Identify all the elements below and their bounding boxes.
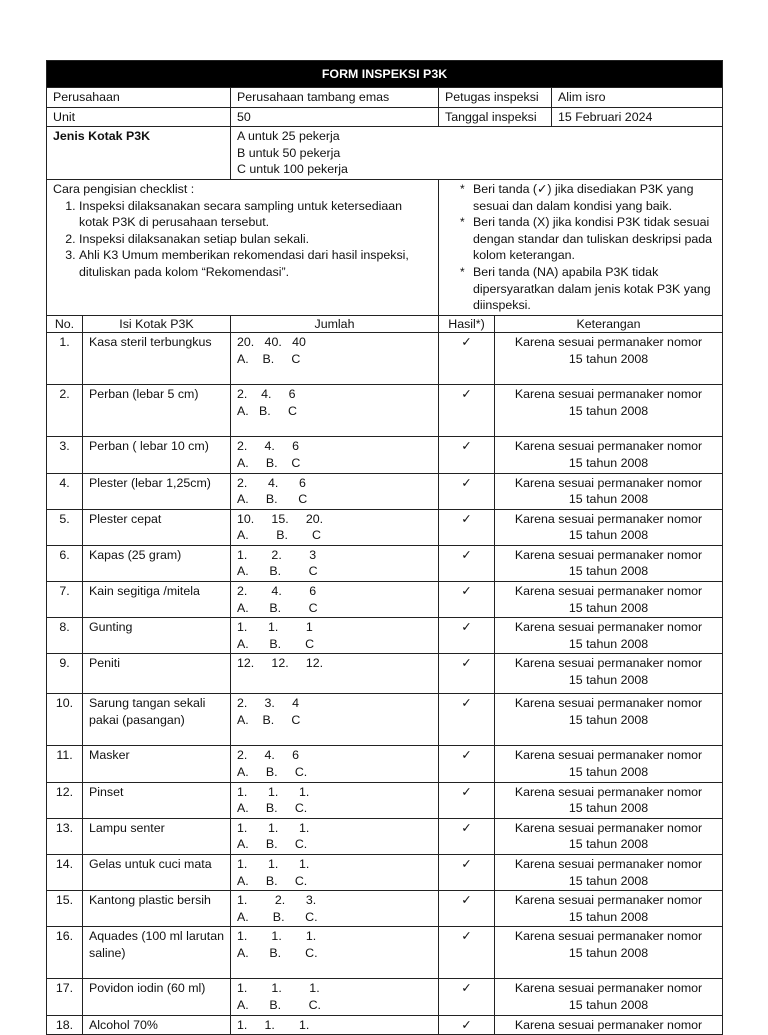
table-row [47,746,723,782]
petugas-value: Alim isro [558,90,606,104]
quantity-cell [231,385,439,437]
item-name: Peniti [83,654,231,694]
keterangan-cell [495,473,723,509]
quantity-cell [231,333,439,385]
result-checkmark: ✓ [439,818,495,854]
tanggal-value: 15 Februari 2024 [558,109,653,124]
keterangan-line2: 15 tahun 2008 [568,713,649,728]
jenis-c: C untuk 100 pekerja [237,162,348,177]
item-name: Plester (lebar 1,25cm) [83,473,231,509]
item-name: Lampu senter [83,818,231,854]
row-number: 12. [47,782,83,818]
keterangan-cell [495,1015,723,1035]
note-item: * Beri tanda (NA) apabila P3K tidak dipersyaratkan dalam jenis kotak P3K yang diinspeksi. [473,264,716,314]
instruction-step: 1. Inspeksi dilaksanakan secara sampling untuk ketersediaan kotak P3K di perusahaan tersebut. [79,198,432,231]
quantity-cell [231,782,439,818]
quantity-values: 2. 4. 6 [237,584,317,599]
notes-cell [439,179,723,315]
keterangan-line2: 15 tahun 2008 [568,455,649,470]
quantity-values: 1. 1. 1. [237,820,310,835]
perusahaan-value: Perusahaan tambang emas [231,88,439,108]
result-checkmark: ✓ [439,509,495,545]
result-checkmark: ✓ [439,855,495,891]
table-row [47,618,723,654]
tanggal-label: Tanggal inspeksi [439,108,552,127]
col-hasil: Hasil*) [439,315,495,333]
keterangan-cell [495,545,723,581]
keterangan-line1: Karena sesuai permanaker nomor [514,656,703,671]
result-checkmark: ✓ [439,927,495,979]
quantity-values: 12. 12. 12. [237,656,324,671]
table-row [47,818,723,854]
unit-label: Unit [47,107,231,127]
col-keterangan: Keterangan [495,315,723,333]
result-checkmark: ✓ [439,782,495,818]
row-number: 15. [47,891,83,927]
quantity-values: 2. 4. 6 [237,387,296,402]
quantity-cell [231,1015,439,1035]
result-checkmark: ✓ [439,694,495,746]
quantity-types: A. B. C [237,600,318,615]
instructions-list [53,198,432,281]
row-number: 3. [47,437,83,473]
keterangan-cell [495,782,723,818]
keterangan-cell [495,582,723,618]
result-checkmark: ✓ [439,437,495,473]
item-name: Gunting [83,618,231,654]
table-row [47,694,723,746]
keterangan-line1: Karena sesuai permanaker nomor [514,857,703,871]
keterangan-line1: Karena sesuai permanaker nomor [514,784,703,799]
keterangan-cell [495,385,723,437]
keterangan-cell [495,654,723,694]
quantity-types: A. B. C. [237,765,308,780]
item-name: Alcohol 70% [83,1015,231,1035]
quantity-values: 1. 1. 1 [237,620,313,635]
table-row [47,927,723,979]
item-name: Kasa steril terbungkus [83,333,231,385]
result-checkmark: ✓ [439,1015,495,1035]
quantity-values: 2. 4. 6 [237,439,299,454]
result-checkmark: ✓ [439,545,495,581]
quantity-cell [231,473,439,509]
quantity-values: 1. 1. 1. [237,784,310,799]
result-checkmark: ✓ [439,618,495,654]
keterangan-line1: Karena sesuai permanaker nomor [514,981,703,996]
instructions-cell [47,179,439,315]
keterangan-line2: 15 tahun 2008 [568,909,649,924]
col-jumlah: Jumlah [231,315,439,333]
row-number: 17. [47,979,83,1015]
keterangan-line1: Karena sesuai permanaker nomor [514,584,703,599]
quantity-types: A. B. C. [237,997,321,1012]
jenis-a: A untuk 25 pekerja [237,129,340,144]
instruction-step: 2. Inspeksi dilaksanakan setiap bulan sekali. [79,231,432,248]
row-number: 6. [47,545,83,581]
table-row [47,473,723,509]
row-number: 10. [47,694,83,746]
keterangan-line2: 15 tahun 2008 [568,528,649,543]
quantity-cell [231,545,439,581]
result-checkmark: ✓ [439,979,495,1015]
note-item: * Beri tanda (X) jika kondisi P3K tidak sesuai dengan standar dan tuliskan deskripsi pada kolom keterangan. [473,214,716,264]
row-number: 14. [47,855,83,891]
keterangan-line1: Karena sesuai permanaker nomor [514,335,703,350]
jenis-label: Jenis Kotak P3K [47,127,231,180]
table-row [47,333,723,385]
quantity-types: A. B. C [237,455,301,470]
quantity-cell [231,694,439,746]
table-row [47,437,723,473]
table-row [47,979,723,1015]
result-checkmark: ✓ [439,385,495,437]
keterangan-cell [495,618,723,654]
perusahaan-label: Perusahaan [47,88,231,108]
column-header-row [47,315,723,333]
quantity-types: A. B. C [237,528,321,543]
table-row [47,654,723,694]
quantity-values: 1. 1. 1. [237,981,320,996]
quantity-cell [231,927,439,979]
keterangan-line2: 15 tahun 2008 [568,801,649,816]
table-row [47,855,723,891]
quantity-types: A. B. C [237,713,301,728]
instructions-heading: Cara pengisian checklist : [53,181,195,196]
result-checkmark: ✓ [439,473,495,509]
petugas-label: Petugas inspeksi [439,88,552,107]
result-checkmark: ✓ [439,582,495,618]
quantity-cell [231,654,439,694]
checklist-body [47,333,723,1035]
jenis-list [231,127,723,180]
row-number: 1. [47,333,83,385]
quantity-cell [231,891,439,927]
quantity-types: A. B. C [237,403,297,418]
quantity-cell [231,509,439,545]
quantity-types: A. B. C. [237,909,318,924]
quantity-types: A. B. C [237,636,315,651]
quantity-values: 1. 2. 3. [237,893,317,908]
row-number: 11. [47,746,83,782]
keterangan-line2: 15 tahun 2008 [568,636,649,651]
unit-value: 50 [231,107,439,127]
quantity-values: 20. 40. 40 [237,335,306,350]
keterangan-line1: Karena sesuai permanaker nomor [514,511,703,526]
item-name: Pinset [83,782,231,818]
keterangan-line2: 15 tahun 2008 [568,873,649,888]
quantity-types: A. B. C. [237,801,308,816]
keterangan-line2: 15 tahun 2008 [568,837,649,852]
quantity-cell [231,979,439,1015]
quantity-types: A. B. C. [237,837,308,852]
quantity-values: 1. 1. 1. [237,929,317,944]
quantity-types: A. B. C. [237,873,308,888]
table-row [47,509,723,545]
row-number: 13. [47,818,83,854]
quantity-cell [231,818,439,854]
col-no: No. [47,315,83,333]
quantity-cell [231,618,439,654]
notes-list [459,181,716,314]
keterangan-line1: Karena sesuai permanaker nomor [514,929,703,944]
item-name: Plester cepat [83,509,231,545]
result-checkmark: ✓ [439,654,495,694]
table-row [47,891,723,927]
row-number: 18. [47,1015,83,1035]
item-name: Sarung tangan sekali pakai (pasangan) [83,694,231,746]
quantity-values: 2. 4. 6 [237,475,306,490]
keterangan-line1: Karena sesuai permanaker nomor [514,547,703,562]
keterangan-line1: Karena sesuai permanaker nomor [514,696,703,711]
quantity-cell [231,855,439,891]
result-checkmark: ✓ [439,891,495,927]
keterangan-line1: Karena sesuai permanaker nomor [514,439,703,454]
row-number: 16. [47,927,83,979]
note-item: * Beri tanda (✓) jika disediakan P3K yang sesuai dan dalam kondisi yang baik. [473,181,716,214]
quantity-values: 10. 15. 20. [237,511,324,526]
keterangan-line1: Karena sesuai permanaker nomor [514,820,703,835]
keterangan-line1: Karena sesuai permanaker nomor [514,475,703,490]
row-number: 7. [47,582,83,618]
result-checkmark: ✓ [439,333,495,385]
keterangan-cell [495,818,723,854]
keterangan-line1: Karena sesuai permanaker nomor [514,1017,703,1032]
quantity-types: A. B. C. [237,945,318,960]
quantity-cell [231,437,439,473]
keterangan-line2: 15 tahun 2008 [568,997,649,1012]
quantity-types: A. B. C [237,351,301,366]
item-name: Perban (lebar 5 cm) [83,385,231,437]
result-checkmark: ✓ [439,746,495,782]
table-row [47,545,723,581]
keterangan-line2: 15 tahun 2008 [568,492,649,507]
quantity-cell [231,746,439,782]
row-number: 9. [47,654,83,694]
item-name: Kain segitiga /mitela [83,582,231,618]
quantity-values: 2. 3. 4 [237,696,299,711]
keterangan-cell [495,333,723,385]
item-name: Kapas (25 gram) [83,545,231,581]
keterangan-line2: 15 tahun 2008 [568,600,649,615]
keterangan-cell [495,855,723,891]
keterangan-line1: Karena sesuai permanaker nomor [514,387,703,402]
keterangan-cell [495,437,723,473]
row-number: 2. [47,385,83,437]
form-table [46,60,723,1035]
quantity-values: 1. 1. 1. [237,1017,310,1032]
form-title: FORM INSPEKSI P3K [47,61,723,88]
keterangan-cell [495,979,723,1015]
row-number: 8. [47,618,83,654]
keterangan-line1: Karena sesuai permanaker nomor [514,620,703,635]
table-row [47,782,723,818]
quantity-types: A. B. C [237,564,318,579]
quantity-values: 1. 1. 1. [237,857,310,871]
table-row [47,385,723,437]
quantity-values: 1. 2. 3 [237,547,317,562]
keterangan-line2: 15 tahun 2008 [568,765,649,780]
jenis-b: B untuk 50 pekerja [237,145,341,160]
item-name: Masker [83,746,231,782]
keterangan-line2: 15 tahun 2008 [568,945,649,960]
row-number: 4. [47,473,83,509]
inspection-form [46,60,722,1035]
keterangan-cell [495,891,723,927]
keterangan-line2: 15 tahun 2008 [568,403,649,418]
keterangan-cell [495,509,723,545]
quantity-cell [231,582,439,618]
item-name: Perban ( lebar 10 cm) [83,437,231,473]
keterangan-line2: 15 tahun 2008 [568,564,649,579]
quantity-values: 2. 4. 6 [237,748,299,763]
row-number: 5. [47,509,83,545]
col-item: Isi Kotak P3K [83,315,231,333]
quantity-types: A. B. C [237,492,308,507]
item-name: Gelas untuk cuci mata [83,855,231,891]
keterangan-cell [495,927,723,979]
keterangan-line1: Karena sesuai permanaker nomor [514,748,703,763]
instruction-step: 3. Ahli K3 Umum memberikan rekomendasi dari hasil inspeksi, dituliskan pada kolom “Rekomendasi”. [79,247,432,280]
keterangan-line2: 15 tahun 2008 [568,351,649,366]
item-name: Kantong plastic bersih [83,891,231,927]
keterangan-line1: Karena sesuai permanaker nomor [514,893,703,908]
keterangan-cell [495,746,723,782]
item-name: Aquades (100 ml larutan saline) [83,927,231,979]
table-row [47,582,723,618]
table-row [47,1015,723,1035]
keterangan-cell [495,694,723,746]
item-name: Povidon iodin (60 ml) [83,979,231,1015]
keterangan-line2: 15 tahun 2008 [568,673,649,688]
